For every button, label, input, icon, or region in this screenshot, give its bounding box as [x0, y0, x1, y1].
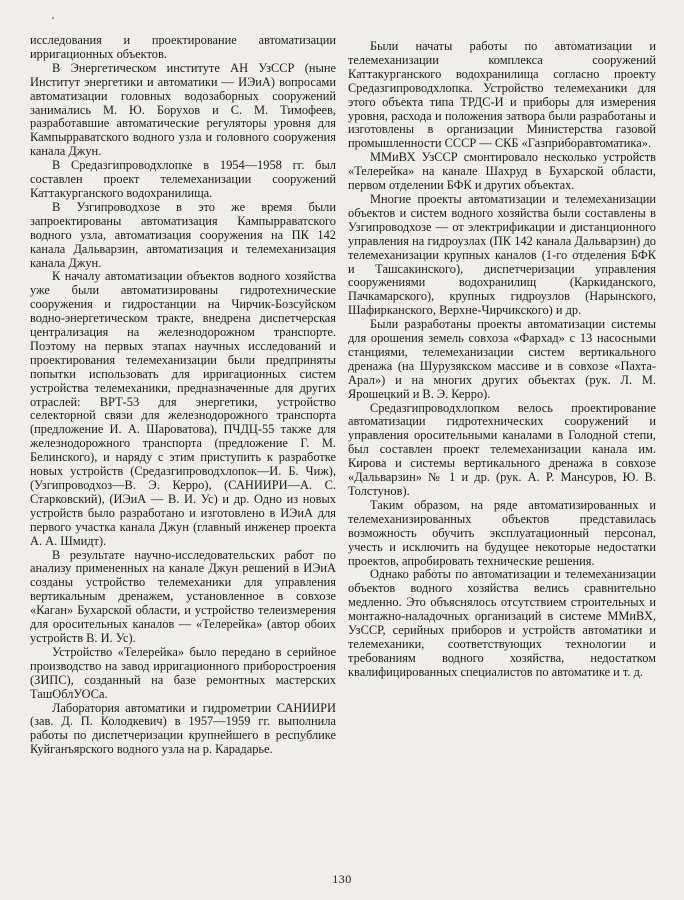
left-column	[30, 34, 336, 757]
paragraph: Были начаты работы по автоматизации и телемеханизации комплекса сооружений Каттакурганского водохранилища согласно проекту Средазгипроводхлопка. Устройство телемеханики для этого объекта типа ТРДС-И и приборы для измерения уровня, расхода и положения затвора были разработаны и изготовлены в организации Министерства газовой промышленности СССР — СКБ «Газприборавтоматика».	[348, 39, 656, 151]
paragraph: Таким образом, на ряде автоматизированных и телемеханизированных объектов представилась возможность обучить эксплуатационный персонал, учесть и исключить на будущее некоторые недостатки проектов, апробировать технические решения.	[348, 497, 656, 568]
right-column	[348, 40, 656, 680]
paragraph: В Энергетическом институте АН УзССР (ныне Институт энергетики и автоматики — ИЭиА) вопросами автоматизации головных водозаборных сооружений занимались М. Ю. Борухов и С. М. Тимофеев, разработавшие автоматические регуляторы уровня для Кампырраватского водного узла и головного сооружения канала Джун.	[30, 60, 336, 159]
paragraph: Однако работы по автоматизации и телемеханизации объектов водного хозяйства велись сравнительно медленно. Это объяснялось отсутствием строительных и монтажно-наладочных организаций в системе ММиВХ, УзССР, серийных приборов и устройств автоматики и телемеханики, соответствующих технологии и требованиям водного хозяйства, недостатком квалифицированных специалистов по автоматике и т. д.	[348, 567, 656, 679]
paragraph: В Узгипроводхозе в это же время были запроектированы автоматизация Кампырраватского водного узла, автоматизация сооружения на ПК 142 канала Дальварзин, автоматизация и телемеханизация канала Джун.	[30, 199, 336, 270]
page-number: 130	[332, 872, 352, 886]
paragraph: Средазгипроводхлопком велось проектирование автоматизации гидротехнических сооружений и управления оросительными каналами в Голодной степи, был составлен проект телемеханизации канала им. Кирова и системы вертикального дренажа в совхозе «Дальварзин» № 1 и др. (рук. А. Р. Мансуров, Ю. В. Толстунов).	[348, 400, 656, 498]
paragraph: ММиВХ УзССР смонтировало несколько устройств «Телерейка» на канале Шахруд в Бухарской области, первом отделении БФК и других объектах.	[348, 150, 656, 193]
paragraph: В результате научно-исследовательских работ по анализу примененных на канале Джун решений в ИЭиА созданы устройство телемеханики для управления вертикальным дренажем, установленное в совхозе «Каган» Бухарской области, и устройство телеизмерения для оросительных каналов — «Телерейка» (автор обоих устройств В. И. Ус).	[30, 547, 336, 645]
paragraph: Многие проекты автоматизации и телемеханизации объектов и систем водного хозяйства были составлены в Узгипроводхозе — от электрификации и дистанционного управления на гидроузлах (ПК 142 канала Дальварзин) до телемеханизации крупных каналов (1-го отделения БФК и Ташсакинского), диспетчеризации управления сооружениями водохранилищ (Каркиданского, Пачкамарского), крупных гидроузлов (Нарынского, Шафирканского, Верхне-Чирчикского) и др.	[348, 191, 656, 318]
paragraph: Устройство «Телерейка» было передано в серийное производство на завод ирригационного приборостроения (ЗИПС), созданный на базе ремонтных мастерских ТашОблУОСа.	[30, 644, 336, 701]
paper-speck	[52, 17, 54, 19]
paragraph: Лаборатория автоматики и гидрометрии САНИИРИ (зав. Д. П. Колодкевич) в 1957—1959 гг. выполнила работы по диспетчеризации крупнейшего в республике Куйганъярского водного узла на р. Карадарье.	[30, 700, 336, 757]
paragraph: В Средазгипроводхлопке в 1954—1958 гг. был составлен проект телемеханизации сооружений Каттакурганского водохранилища.	[30, 158, 336, 200]
paragraph: Были разработаны проекты автоматизации системы для орошения земель совхоза «Фархад» с 13 насосными станциями, телемеханизации систем вертикального дренажа (на Шурузякском массиве и в совхозе «Пахта-Арал») и на многих других объектах (рук. Л. М. Ярошецкий и В. Э. Керро).	[348, 317, 656, 401]
paragraph: К началу автоматизации объектов водного хозяйства уже были автоматизированы гидротехнические сооружения и гидростанции на Чирчик-Бозсуйском водно-энергетическом тракте, внедрена диспетчерская централизация на железнодорожном транспорте. Поэтому на первых этапах научных исследований и проектирования телемеханизации были предприняты попытки использовать для ирригационных систем устройства телемеханики, предназначенные для других отраслей: ВРТ-53 для энергетики, устройство селекторной связи для железнодорожного транспорта (предложение И. А. Шароватова), ПЧДЦ-55 также для железнодорожного транспорта (предложение Г. М. Белинского), и наряду с этим приступить к разработке новых устройств (Средазгипроводхлопок—И. Б. Чиж), (Узгипроводхоз—В. Э. Керро), (САНИИРИ—А. С. Старковский), (ИЭиА — В. И. Ус) и др. Одно из новых устройств было разработано и изготовлено в ИЭиА для первого участка канала Джун (главный инженер проекта А. А. Шмидт).	[30, 269, 336, 548]
paragraph-continuation: исследования и проектирование автоматизации ирригационных объектов.	[30, 33, 336, 61]
